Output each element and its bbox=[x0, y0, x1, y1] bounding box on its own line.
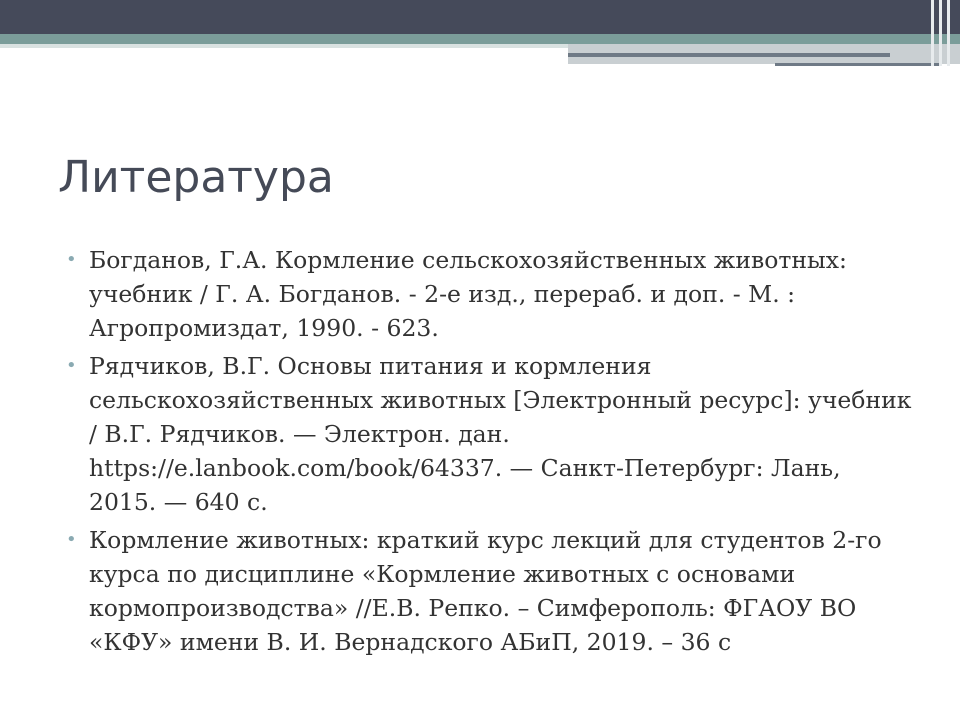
reference-text: Кормление животных: краткий курс лекций для студентов 2-го курса по дисциплине «Кормление животных с основами кормопроизводства» //Е.В. Репко. – Симферополь: ФГАОУ ВО «КФУ» имени В. И. Вернадского АБиП, 2019. – 36 с bbox=[89, 526, 882, 656]
header-teal-bar bbox=[0, 34, 960, 44]
bullet-icon: • bbox=[66, 249, 77, 270]
reference-item bbox=[66, 243, 912, 345]
reference-text: Богданов, Г.А. Кормление сельскохозяйственных животных: учебник / Г. А. Богданов. - 2-е изд., перераб. и доп. - М. : Агропромиздат, 1990. - 623. bbox=[89, 246, 847, 342]
reference-list bbox=[66, 243, 912, 663]
header-accent-line bbox=[568, 53, 890, 57]
bullet-icon: • bbox=[66, 529, 77, 550]
reference-item bbox=[66, 523, 912, 659]
slide-title: Литература bbox=[58, 152, 334, 203]
header-stripe bbox=[931, 0, 934, 66]
header-stripe bbox=[939, 0, 942, 66]
bullet-icon: • bbox=[66, 355, 77, 376]
reference-text: Рядчиков, В.Г. Основы питания и кормления сельскохозяйственных животных [Электронный ресурс]: учебник / В.Г. Рядчиков. — Электрон. дан. https://e.lanbook.com/book/64337. — Санкт-Петербург: Лань, 2015. — 640 с. bbox=[89, 352, 912, 516]
header-dark-bar bbox=[0, 0, 960, 34]
header-accent-line-short bbox=[775, 63, 942, 66]
reference-item bbox=[66, 349, 912, 519]
header-stripe bbox=[947, 0, 950, 66]
